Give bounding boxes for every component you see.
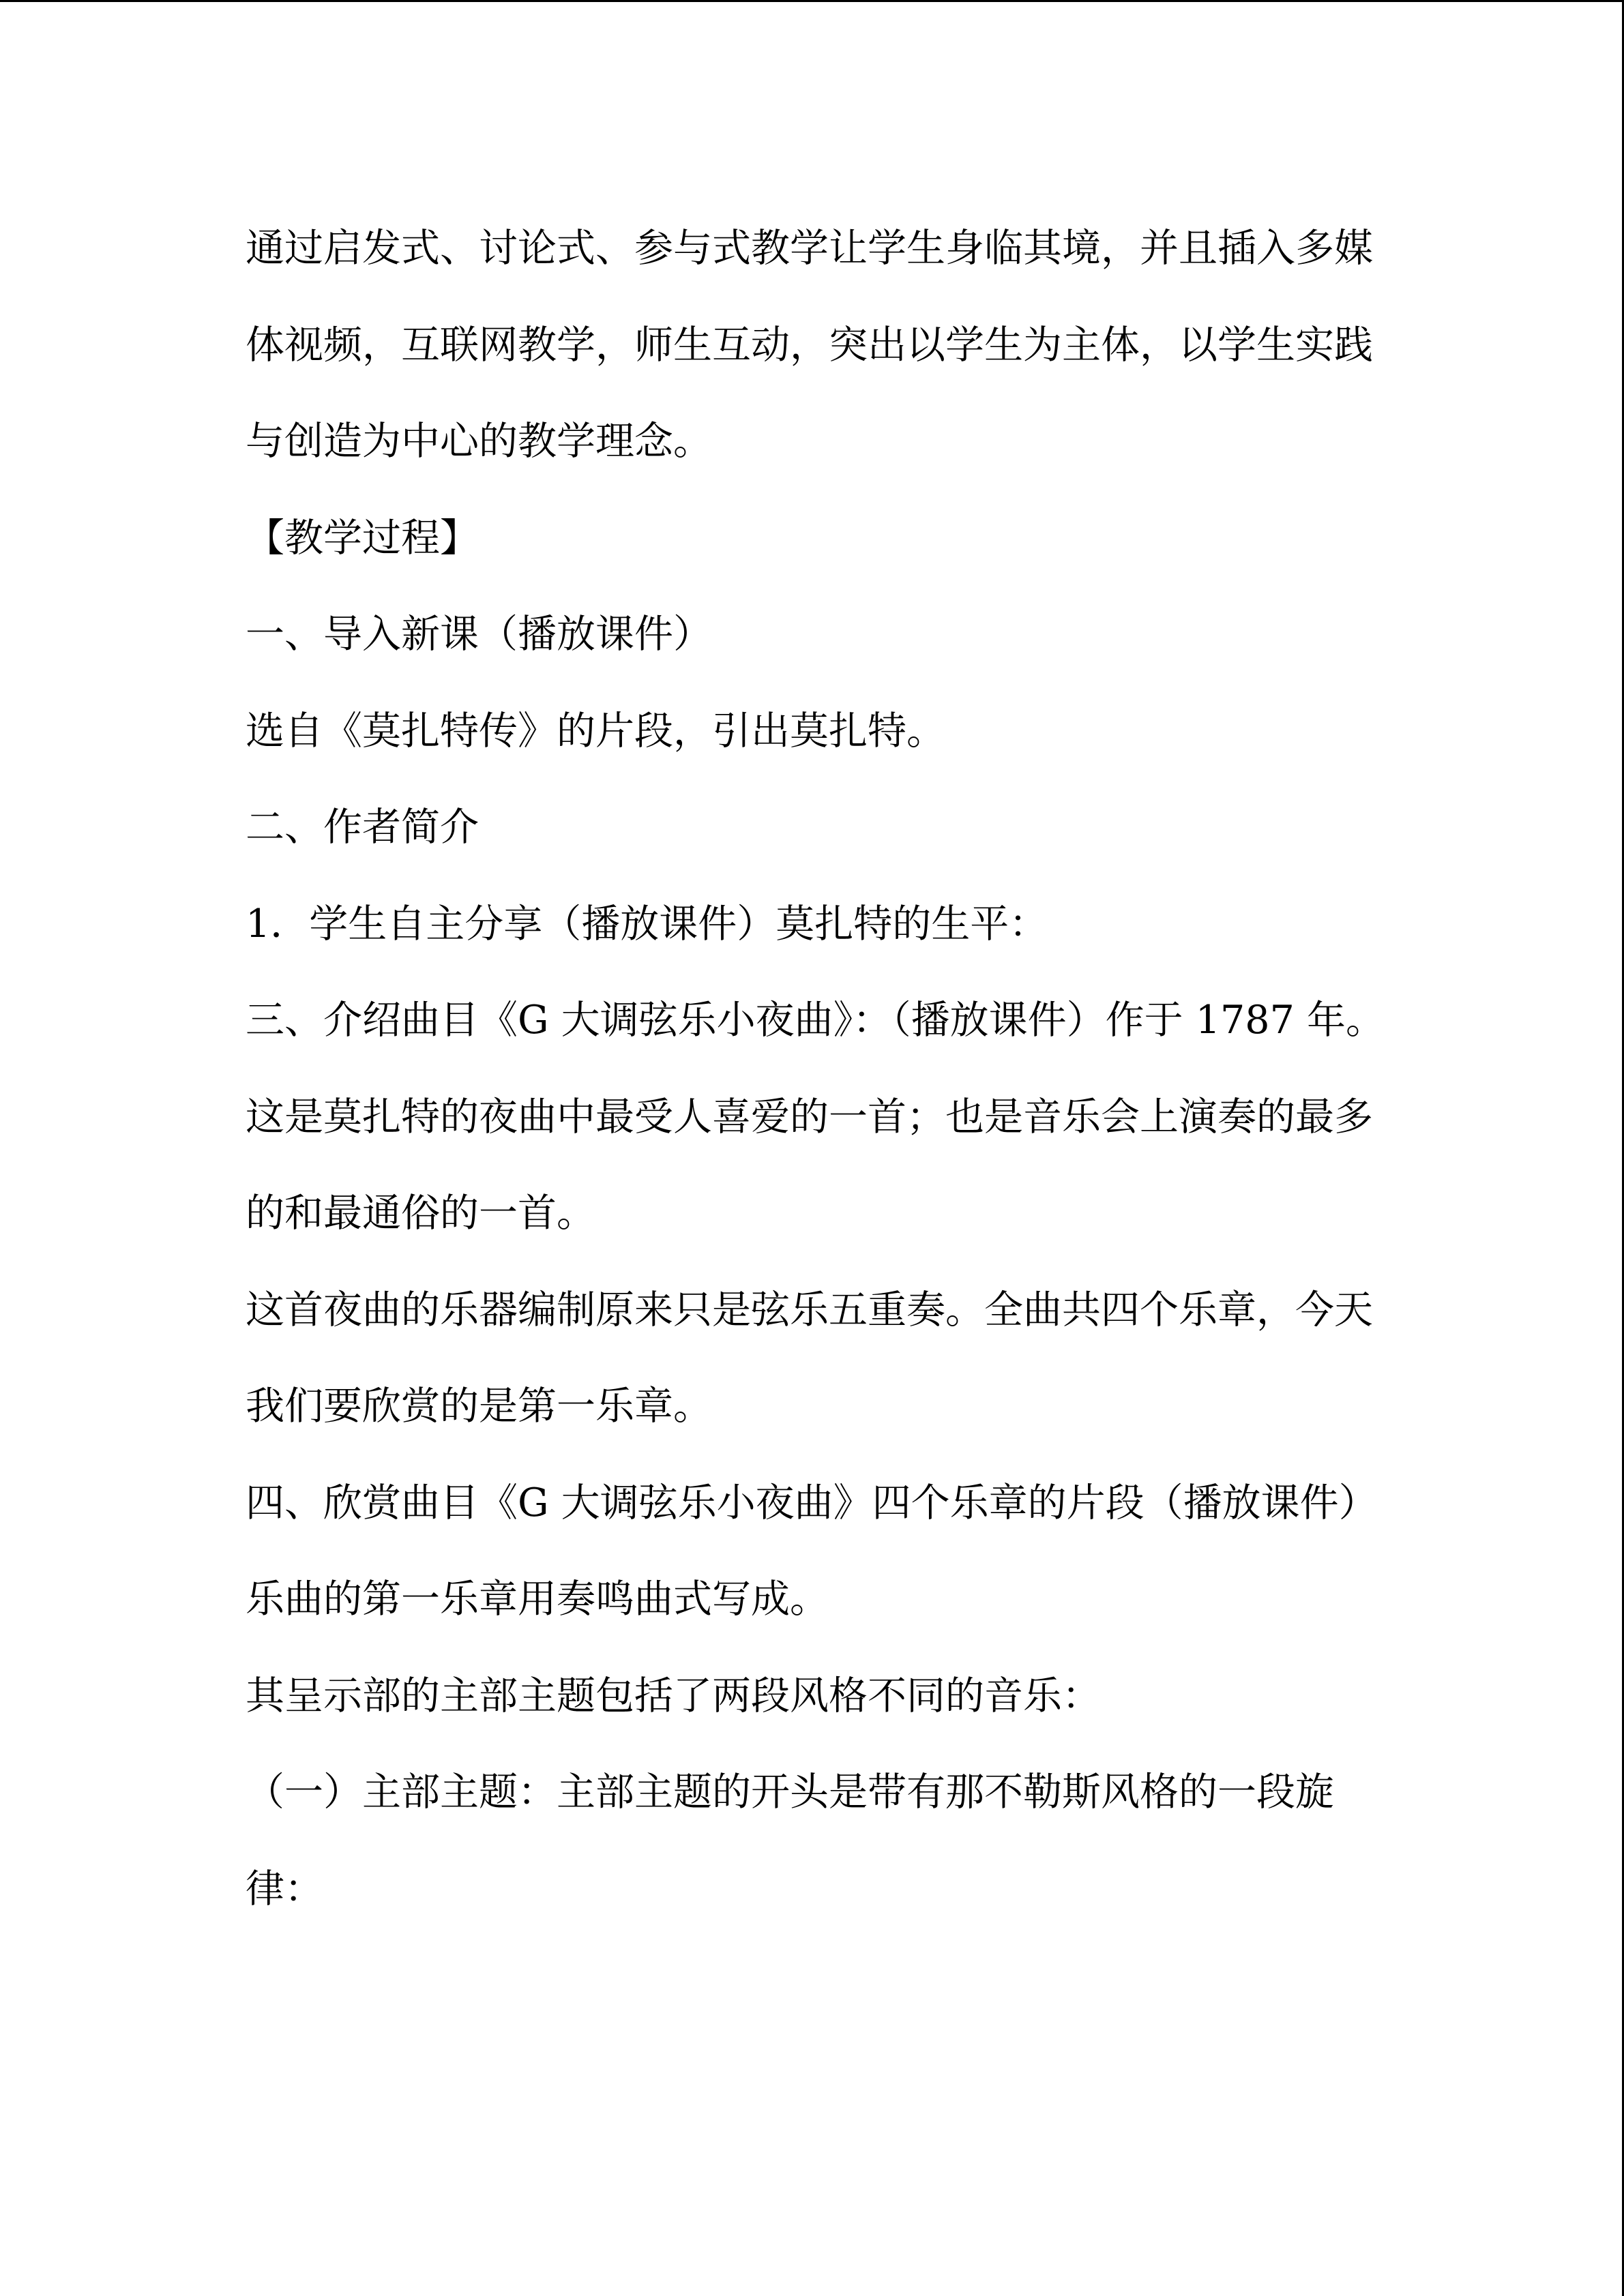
section-heading: 二、作者简介 bbox=[246, 805, 479, 850]
section-heading: 【教学过程】 bbox=[246, 515, 479, 561]
paragraph-line: 体视频，互联网教学，师生互动，突出以学生为主体，以学生实践 bbox=[246, 322, 1373, 368]
paragraph-line: 律： bbox=[246, 1866, 323, 1911]
list-item: 1．学生自主分享（播放课件）莫扎特的生平： bbox=[246, 901, 1048, 946]
paragraph-line: 通过启发式、讨论式、参与式教学让学生身临其境，并且插入多媒 bbox=[246, 226, 1373, 271]
paragraph-line: 这是莫扎特的夜曲中最受人喜爱的一首；也是音乐会上演奏的最多 bbox=[246, 1094, 1373, 1139]
subsection-heading: （一）主部主题：主部主题的开头是带有那不勒斯风格的一段旋 bbox=[246, 1770, 1334, 1815]
paragraph-line: 这首夜曲的乐器编制原来只是弦乐五重奏。全曲共四个乐章，今天 bbox=[246, 1287, 1373, 1332]
paragraph-line: 其呈示部的主部主题包括了两段风格不同的音乐： bbox=[246, 1673, 1101, 1718]
section-heading: 一、导入新课（播放课件） bbox=[246, 612, 712, 657]
section-heading: 四、欣赏曲目《G 大调弦乐小夜曲》四个乐章的片段（播放课件） bbox=[246, 1480, 1378, 1525]
paragraph-line: 乐曲的第一乐章用奏鸣曲式写成。 bbox=[246, 1577, 829, 1622]
paragraph-line: 的和最通俗的一首。 bbox=[246, 1191, 595, 1236]
paragraph-line: 选自《莫扎特传》的片段，引出莫扎特。 bbox=[246, 708, 945, 754]
section-heading: 三、介绍曲目《G 大调弦乐小夜曲》：（播放课件）作于 1787 年。 bbox=[246, 998, 1385, 1043]
document-body bbox=[246, 219, 1385, 1956]
paragraph-line: 与创造为中心的教学理念。 bbox=[246, 419, 712, 464]
paragraph-line: 我们要欣赏的是第一乐章。 bbox=[246, 1384, 712, 1429]
